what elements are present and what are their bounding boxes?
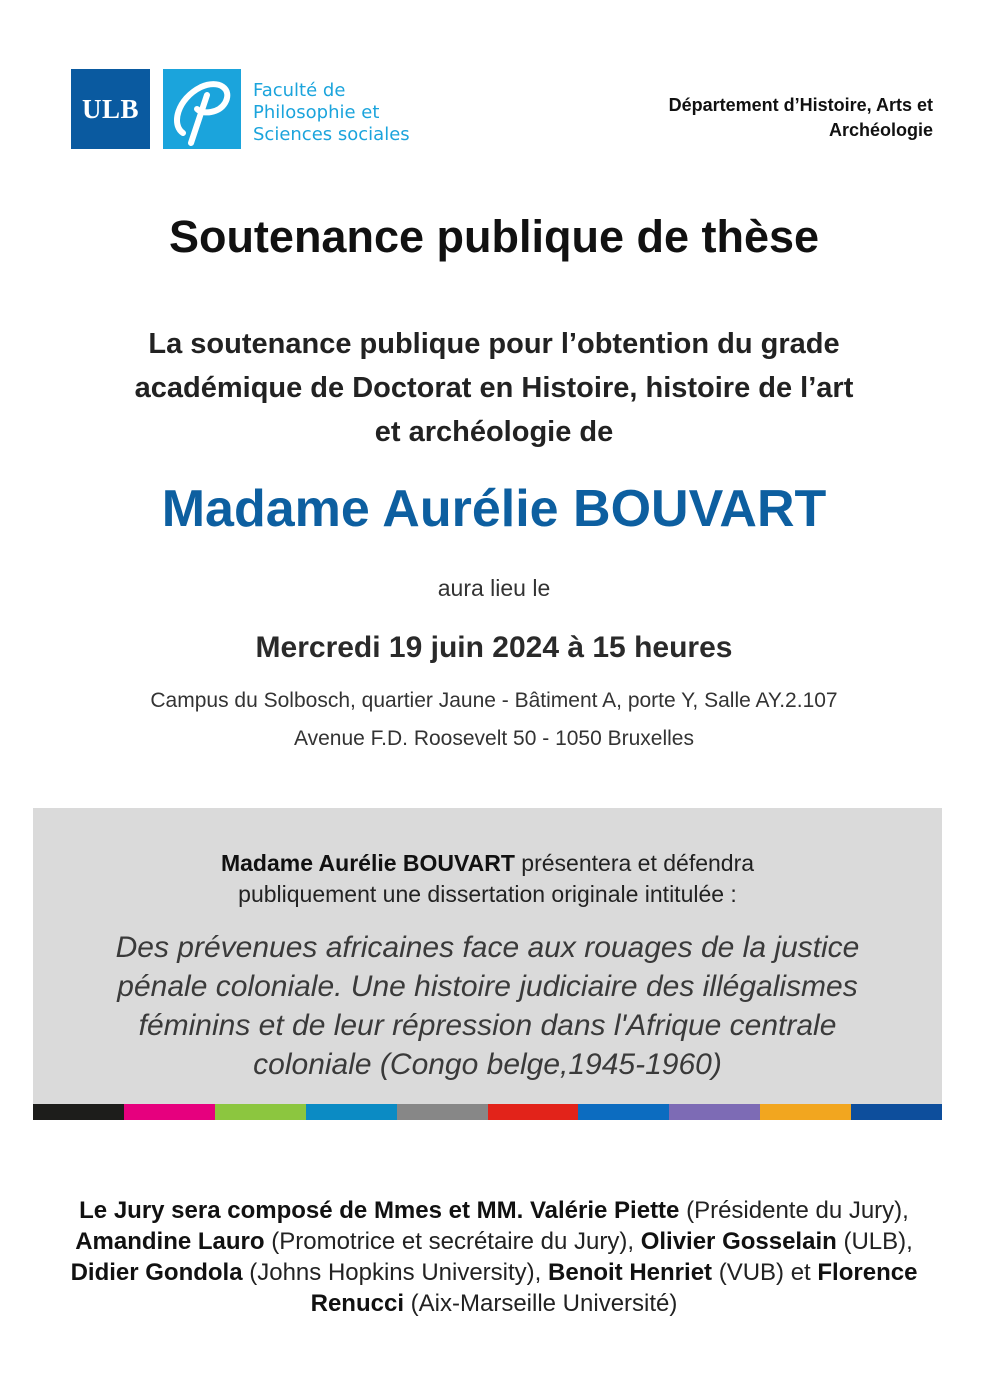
dissertation-box	[33, 808, 942, 1104]
aura-lieu-text: aura lieu le	[437, 575, 551, 601]
jury-paragraph	[50, 1195, 938, 1319]
jury-role-5: (VUB) et	[712, 1259, 818, 1286]
jury-intro: Le Jury sera composé de Mmes et MM.	[79, 1197, 530, 1224]
ulb-logo	[71, 69, 150, 149]
color-strip	[33, 1104, 942, 1120]
department-line-2: Archéologie	[828, 120, 933, 140]
jury-member-1: Valérie Piette	[529, 1197, 680, 1224]
presentation-line-1	[33, 848, 942, 879]
jury-member-4: Didier Gondola	[70, 1259, 243, 1286]
jury-member-2: Amandine Lauro	[75, 1228, 265, 1255]
dissertation-line-4: coloniale (Congo belge,1945-1960)	[253, 1048, 722, 1081]
jury-member-5: Benoit Henriet	[548, 1259, 713, 1286]
faculty-p-symbol-icon	[163, 69, 241, 149]
defense-date: Mercredi 19 juin 2024 à 15 heures	[255, 631, 733, 664]
faculty-name	[253, 80, 453, 146]
intro-line-2: académique de Doctorat en Histoire, histoire de l’art	[134, 372, 854, 404]
address-line-2: Avenue F.D. Roosevelt 50 - 1050 Bruxelles	[293, 727, 694, 750]
presentation-line-2: publiquement une dissertation originale intitulée :	[238, 881, 737, 907]
faculty-logo-icon	[163, 69, 241, 149]
dissertation-title	[53, 928, 922, 1084]
page-title: Soutenance publique de thèse	[168, 211, 820, 262]
strip-segment	[33, 1104, 124, 1120]
strip-segment	[578, 1104, 669, 1120]
dissertation-line-1: Des prévenues africaines face aux rouages de la justice	[115, 931, 860, 964]
jury-member-3: Olivier Gosselain	[640, 1228, 837, 1255]
strip-segment	[124, 1104, 215, 1120]
strip-segment	[215, 1104, 306, 1120]
intro-line-3: et archéologie de	[374, 416, 614, 448]
presenter-name: Madame Aurélie BOUVART	[220, 850, 515, 876]
intro-paragraph	[50, 322, 938, 454]
jury-role-1: (Présidente du Jury),	[679, 1197, 909, 1224]
address-line-1: Campus du Solbosch, quartier Jaune - Bâtiment A, porte Y, Salle AY.2.107	[150, 689, 838, 712]
strip-segment	[669, 1104, 760, 1120]
strip-segment	[488, 1104, 579, 1120]
jury-role-4: (Johns Hopkins University),	[242, 1259, 549, 1286]
department-name	[553, 93, 933, 143]
presentation-text	[33, 848, 942, 910]
dissertation-line-3: féminins et de leur répression dans l'Afrique centrale	[138, 1009, 837, 1042]
faculty-line-1: Faculté de	[253, 80, 346, 101]
jury-role-2: (Promotrice et secrétaire du Jury),	[264, 1228, 641, 1255]
strip-segment	[397, 1104, 488, 1120]
jury-member-6: Florence Renucci	[310, 1259, 918, 1317]
strip-segment	[760, 1104, 851, 1120]
strip-segment	[306, 1104, 397, 1120]
candidate-name: Madame Aurélie BOUVART	[161, 480, 827, 538]
ulb-logo-text: ULB	[81, 93, 140, 124]
dissertation-line-2: pénale coloniale. Une histoire judiciaire des illégalismes	[117, 970, 858, 1003]
faculty-line-2: Philosophie et	[253, 102, 380, 123]
jury-role-3: (ULB),	[836, 1228, 913, 1255]
presentation-text-1: présentera et défendra	[514, 850, 755, 876]
faculty-line-3: Sciences sociales	[253, 124, 410, 145]
jury-role-6: (Aix-Marseille Université)	[404, 1290, 678, 1317]
department-line-1: Département d’Histoire, Arts et	[668, 95, 933, 115]
intro-line-1: La soutenance publique pour l’obtention du grade	[148, 328, 840, 360]
strip-segment	[851, 1104, 942, 1120]
